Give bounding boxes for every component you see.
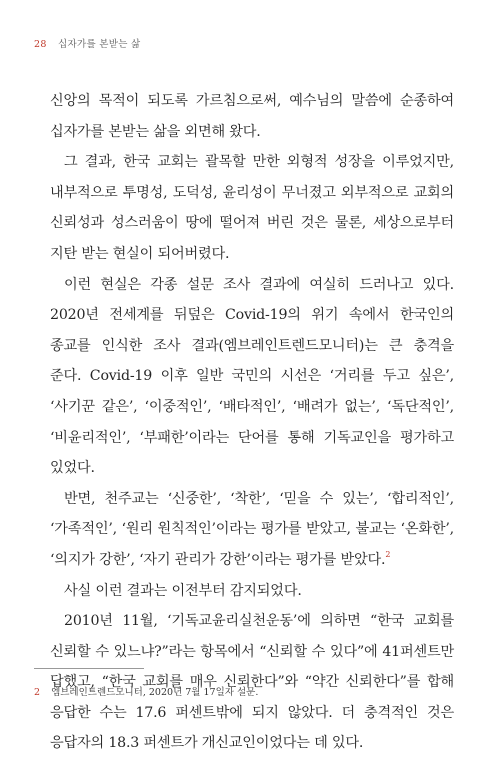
running-title: 십자가를 본받는 삶: [58, 39, 141, 50]
footnote: [34, 684, 464, 698]
page-number: 28: [34, 39, 47, 50]
paragraph-4-text: 반면, 천주교는 ‘신중한’, ‘착한’, ‘믿을 수 있는’, ‘합리적인’, ‘가족적인’, ‘원리 원칙적인’이라는 평가를 받았고, 불교는 ‘온화한’, ‘의지가 강한’, ‘자기 관리가 강한’이라는 평가를 받았다.: [50, 490, 454, 568]
running-header: [34, 36, 141, 50]
paragraph-3: 이런 현실은 각종 설문 조사 결과에 여실히 드러나고 있다. 2020년 전세계를 뒤덮은 Covid-19의 위기 속에서 한국인의 종교를 인식한 조사 결과(엠브레인트렌드모니터)는 큰 충격을 준다. Covid-19 이후 일반 국민의 시선은 ‘거리를 두고 싶은’, ‘사기꾼 같은’, ‘이중적인’, ‘배타적인’, ‘배려가 없는’, ‘독단적인’, ‘비윤리적인’, ‘부패한’이라는 단어를 통해 기독교인을 평가하고 있었다.: [50, 276, 454, 477]
paragraph-5: 사실 이런 결과는 이전부터 감지되었다.: [64, 582, 302, 599]
footnote-divider: [34, 668, 144, 669]
paragraph-4: [50, 484, 454, 576]
body-text: [50, 86, 454, 759]
paragraph-1: 신앙의 목적이 되도록 가르침으로써, 예수님의 말씀에 순종하여 십자가를 본받는 삶을 외면해 왔다.: [50, 93, 454, 140]
footnote-number: 2: [34, 687, 41, 698]
footnote-reference[interactable]: 2: [385, 549, 391, 559]
paragraph-6: 2010년 11월, ‘기독교윤리실천운동’에 의하면 “한국 교회를 신뢰할 수 있느냐?”라는 항목에서 “신뢰할 수 있다”에 41퍼센트만 답했고, “한국 교회를 매우 신뢰한다”와 “약간 신뢰한다”를 합해 응답한 수는 17.6 퍼센트밖에 되지 않았다. 더 충격적인 것은 응답자의 18.3 퍼센트가 개신교인이었다는 데 있다.: [50, 613, 454, 752]
paragraph-2: 그 결과, 한국 교회는 괄목할 만한 외형적 성장을 이루었지만, 내부적으로 투명성, 도덕성, 윤리성이 무너졌고 외부적으로 교회의 신뢰성과 성스러움이 땅에 떨어져 버린 것은 물론, 세상으로부터 지탄 받는 현실이 되어버렸다.: [50, 154, 454, 262]
footnote-text: 엠브레인트렌드모니터, 2020년 7월 17일자 설문.: [51, 687, 259, 698]
